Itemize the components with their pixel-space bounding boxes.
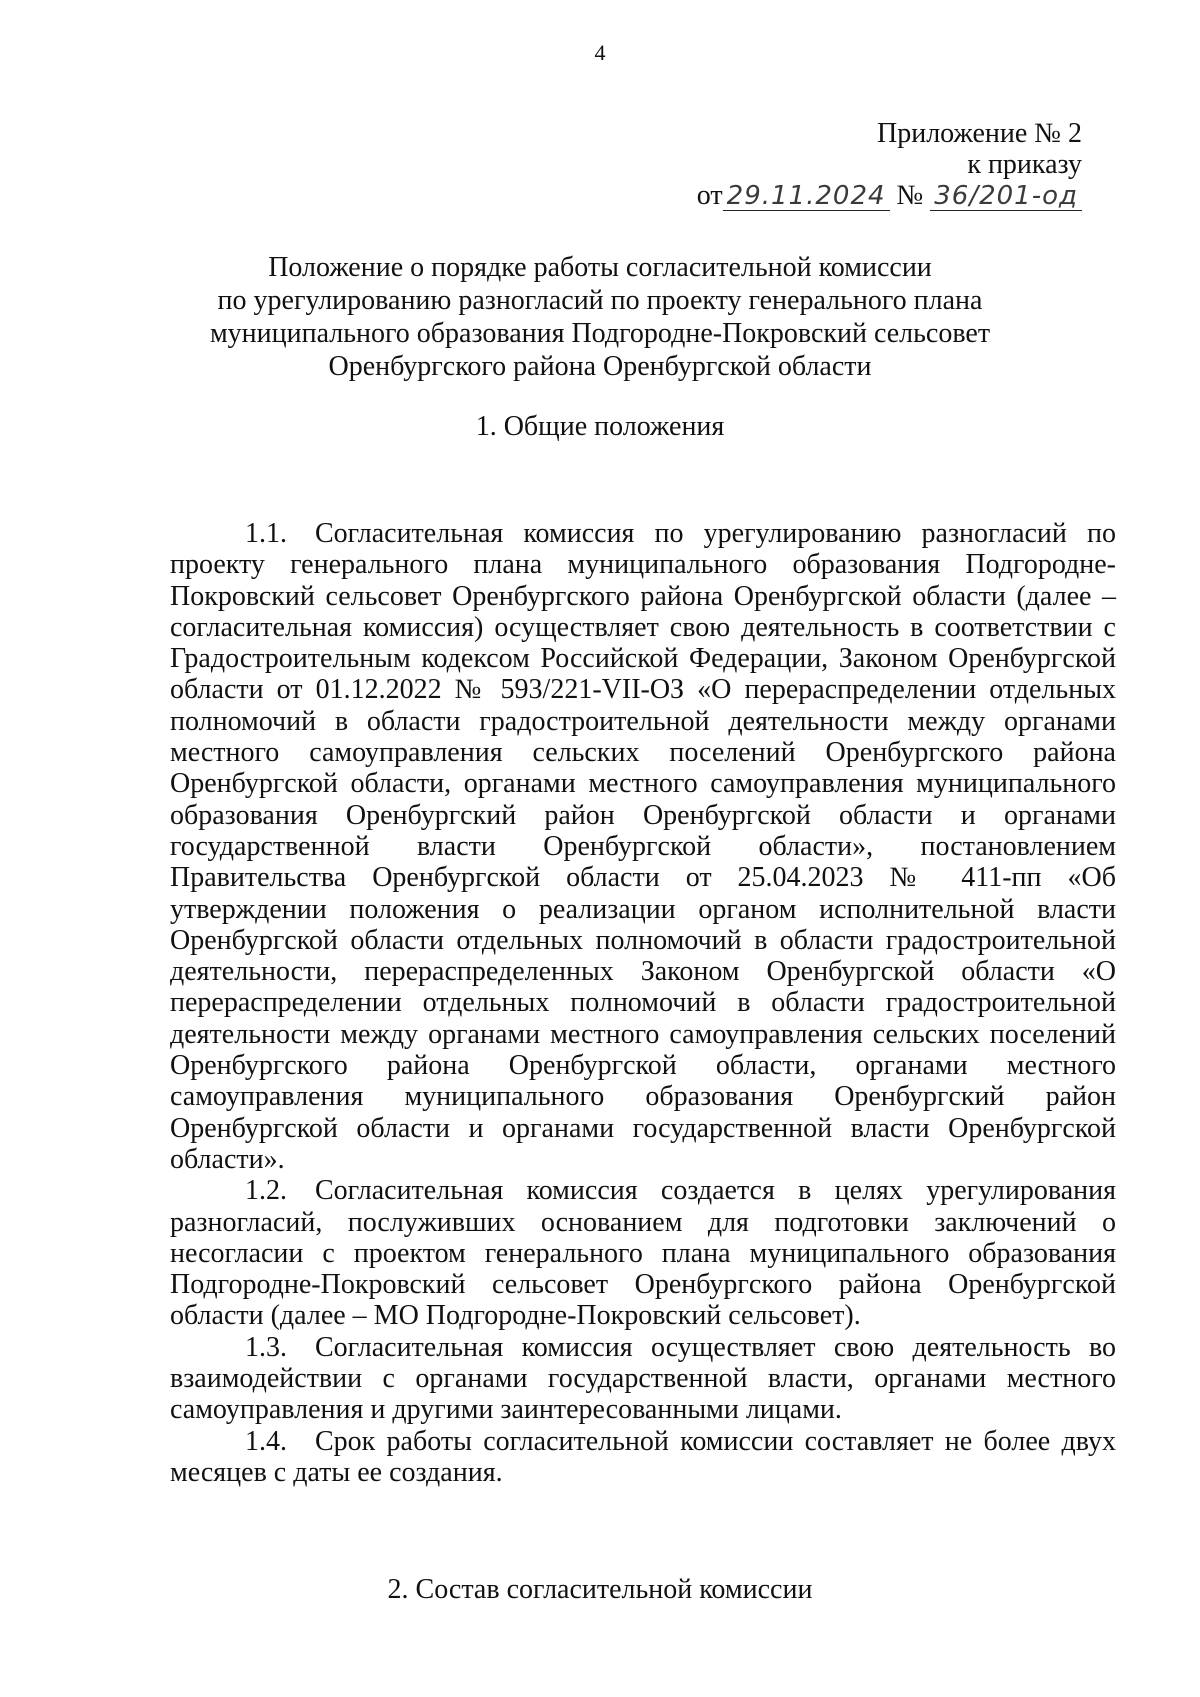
title-line-3: муниципального образования Подгородне-Покровский сельсовет	[209, 318, 991, 349]
title-line-2: по урегулированию разногласий по проекту генерального плана	[217, 285, 983, 316]
handwritten-date: 29.11.2024	[723, 183, 890, 211]
from-label: от	[696, 180, 723, 211]
paragraph-text: Согласительная комиссия по урегулированию разногласий по проекту генерального плана муниципального образования Подгородне-Покровский сельсовет Оренбургского района Оренбургской области (далее – согласительная комиссия) осуществляет свою деятельность в соответствии с Градостроительным кодексом Российской Федерации, Законом Оренбургской области от 01.12.2022 № 593/221-VII-ОЗ «О перераспределении отдельных полномочий в области градостроительной деятельности между органами местного самоуправления сельских поселений Оренбургского района Оренбургской области, органами местного самоуправления муниципального образования Оренбургский район Оренбургской области и органами государственной власти Оренбургской области», постановлением Правительства Оренбургской области от 25.04.2023 № 411-пп «Об утверждении положения о реализации органом исполнительной власти Оренбургской области отдельных полномочий в области градостроительной деятельности, перераспределенных Законом Оренбургской области «О перераспределении отдельных полномочий в области градостроительной деятельности между органами местного самоуправления сельских поселений Оренбургского района Оренбургской области, органами местного самоуправления муниципального образования Оренбургский район Оренбургской области и органами государственной власти Оренбургской области».	[170, 518, 1116, 1175]
paragraph-1-2	[170, 1175, 1116, 1331]
paragraph-text: Согласительная комиссия осуществляет свою деятельность во взаимодействии с органами государственной власти, органами местного самоуправления и другими заинтересованными лицами.	[170, 1331, 1116, 1426]
paragraph-number: 1.2.	[245, 1175, 287, 1207]
paragraph-1-3	[170, 1332, 1116, 1426]
appendix-to-order: к приказу	[967, 149, 1082, 180]
paragraph-number: 1.3.	[245, 1331, 287, 1363]
paragraph-text: Срок работы согласительной комиссии составляет не более двух месяцев с даты ее создания.	[170, 1425, 1116, 1488]
appendix-block	[697, 118, 1082, 211]
document-title	[170, 251, 1030, 383]
paragraph-text: Согласительная комиссия создается в целях урегулирования разногласий, послуживших основанием для подготовки заключений о несогласии с проектом генерального плана муниципального образования Подгородне-Покровский сельсовет Оренбургского района Оренбургской области (далее – МО Подгородне-Покровский сельсовет).	[170, 1175, 1116, 1332]
section-1-body	[170, 518, 1116, 1488]
section-1-heading: 1. Общие положения	[475, 411, 725, 442]
page-number: 4	[594, 40, 606, 65]
paragraph-1-1	[170, 518, 1116, 1175]
paragraph-number: 1.1.	[245, 518, 287, 549]
number-label: №	[896, 180, 924, 211]
handwritten-order-number: 36/201-од	[930, 183, 1082, 211]
paragraph-1-4	[170, 1426, 1116, 1489]
title-line-1: Положение о порядке работы согласительной комиссии	[268, 252, 932, 283]
paragraph-number: 1.4.	[245, 1425, 287, 1457]
appendix-date-number-line	[697, 180, 1082, 211]
title-line-4: Оренбургского района Оренбургской области	[328, 351, 872, 382]
section-2-heading: 2. Состав согласительной комиссии	[387, 1574, 813, 1605]
appendix-title: Приложение № 2	[877, 118, 1082, 149]
